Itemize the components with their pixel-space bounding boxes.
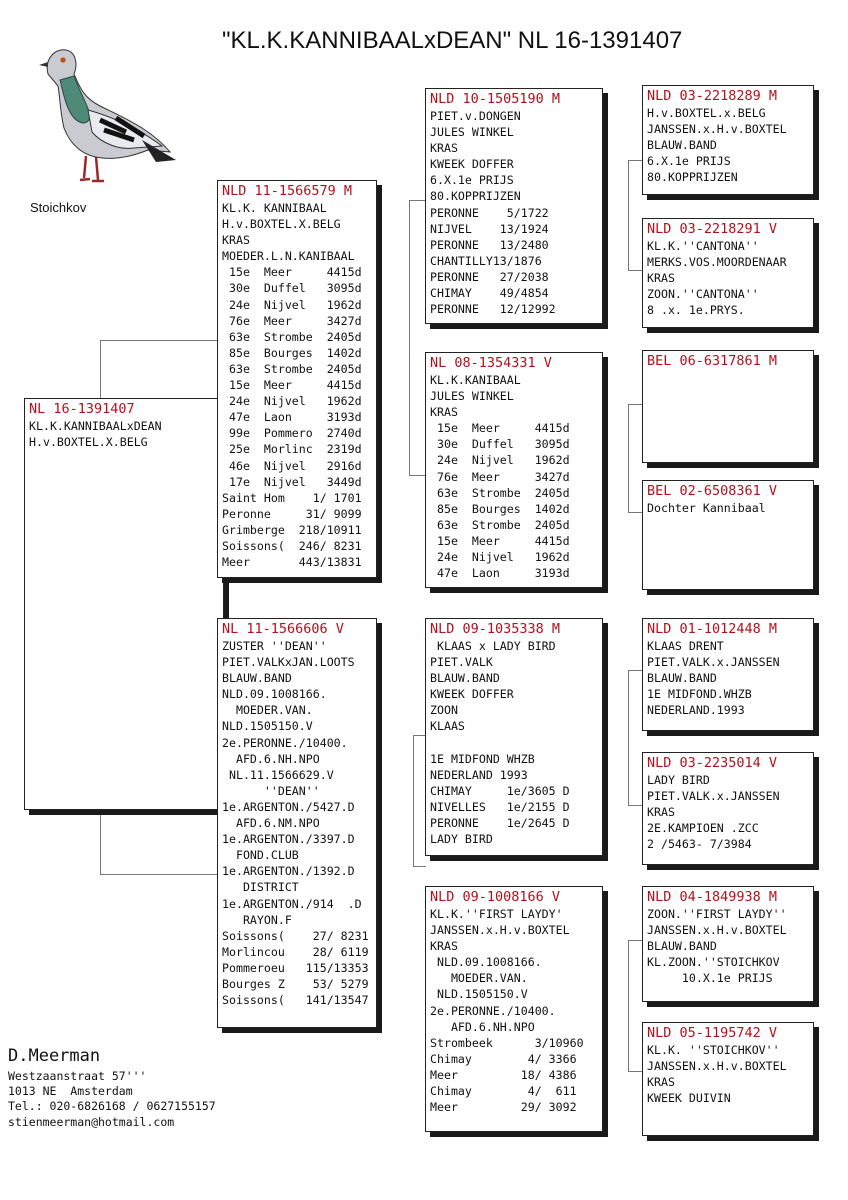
dam-dam-dam-card[interactable] (642, 1022, 814, 1136)
sss-ring-number: NLD 03-2218289 M (647, 88, 778, 104)
sire-dam-line: 85e Bourges 1402d (430, 501, 570, 516)
dam-dam-line: NLD.1505150.V (430, 987, 528, 1002)
dam-line: NL.11.1566629.V (222, 767, 334, 782)
sds-ring-number: BEL 06-6317861 M (647, 353, 778, 369)
dam-line: ZUSTER ''DEAN'' (222, 639, 327, 653)
dam-line: AFD.6.NH.NPO (222, 751, 320, 766)
sire-line: 25e Morlinc 2319d (222, 442, 362, 457)
dam-sire-line: NIVELLES 1e/2155 D (430, 799, 570, 814)
sire-line: 46e Nijvel 2916d (222, 458, 362, 473)
dam-sire-ring-number: NLD 09-1035338 M (430, 621, 561, 637)
sire-sire-line: CHIMAY 49/4854 (430, 286, 549, 301)
sire-dam-line: 30e Duffel 3095d (430, 437, 570, 452)
dam-sire-line: CHIMAY 1e/3605 D (430, 783, 570, 798)
sire-dam-dam-card[interactable] (642, 480, 814, 590)
sire-sire-line: PERONNE 27/2038 (430, 269, 549, 284)
bird-label: Stoichkov (30, 200, 87, 215)
dds-line: JANSSEN.x.H.v.BOXTEL (647, 923, 787, 938)
dam-line: FOND.CLUB (222, 848, 299, 863)
sire-sire-line: NIJVEL 13/1924 (430, 221, 549, 236)
dam-line: 1e.ARGENTON./914 .D (222, 896, 362, 911)
sire-sire-line: JULES WINKEL (430, 125, 514, 140)
dam-line: NLD.09.1008166. (222, 687, 327, 702)
sire-dam-line: KL.K.KANIBAAL (430, 373, 521, 387)
sire-sire-line: PERONNE 13/2480 (430, 237, 549, 252)
dsd-line: KRAS (647, 805, 675, 820)
sire-dam-sire-card[interactable] (642, 350, 814, 463)
breeder-address: Westzaanstraat 57''' (8, 1069, 147, 1083)
dam-line: 1e.ARGENTON./3397.D (222, 832, 355, 847)
dss-line: 1E MIDFOND.WHZB (647, 687, 752, 702)
dss-ring-number: NLD 01-1012448 M (647, 621, 778, 637)
sire-line: KL.K. KANNIBAAL (222, 201, 327, 215)
sire-line: 85e Bourges 1402d (222, 345, 362, 360)
sire-dam-ring-number: NL 08-1354331 V (430, 355, 552, 371)
subject-pigeon-card[interactable] (24, 398, 224, 810)
connector-dd-parents (628, 940, 643, 1072)
ssd-line: KL.K.''CANTONA'' (647, 239, 759, 253)
dss-line: BLAUW.BAND (647, 671, 717, 686)
sire-line: 99e Pommero 2740d (222, 426, 362, 441)
dam-sire-line: KWEEK DOFFER (430, 687, 514, 702)
dam-line: RAYON.F (222, 912, 292, 927)
dam-dam-line: Chimay 4/ 3366 (430, 1051, 577, 1066)
dam-sire-line: NEDERLAND 1993 (430, 767, 528, 782)
breeder-email[interactable]: stienmeerman@hotmail.com (8, 1114, 175, 1129)
sire-ring-number: NLD 11-1566579 M (222, 183, 353, 199)
dam-dam-line: NLD.09.1008166. (430, 955, 542, 970)
sire-line: MOEDER.L.N.KANIBAAL (222, 249, 355, 264)
connector-ds-parents (628, 670, 643, 806)
dds-line: BLAUW.BAND (647, 939, 717, 954)
ddd-line: KWEEK DUIVIN (647, 1091, 731, 1106)
sire-dam-line: 47e Laon 3193d (430, 566, 570, 581)
breeder-city: 1013 NE Amsterdam (8, 1084, 133, 1099)
dss-line: PIET.VALK.x.JANSSEN (647, 655, 780, 670)
sire-line: 76e Meer 3427d (222, 313, 362, 328)
sire-line: 24e Nijvel 1962d (222, 394, 362, 409)
dam-line: ''DEAN'' (222, 783, 320, 798)
breeder-name: D.Meerman (8, 1046, 101, 1066)
dam-line: PIET.VALKxJAN.LOOTS (222, 655, 355, 670)
dam-line: MOEDER.VAN. (222, 703, 313, 718)
pigeon-illustration (30, 40, 180, 190)
dam-line: BLAUW.BAND (222, 671, 292, 686)
sire-line: 15e Meer 4415d (222, 265, 362, 280)
dam-dam-line: MOEDER.VAN. (430, 971, 528, 986)
ssd-line: KRAS (647, 271, 675, 286)
dam-line: Bourges Z 53/ 5279 (222, 976, 369, 991)
sire-dam-line: 15e Meer 4415d (430, 533, 570, 548)
ddd-line: JANSSEN.x.H.v.BOXTEL (647, 1059, 787, 1074)
dam-sire-line: KLAAS (430, 719, 465, 734)
dam-sire-line: 1E MIDFOND WHZB (430, 751, 535, 766)
dam-dam-line: Strombeek 3/10960 (430, 1035, 584, 1050)
sss-line: H.v.BOXTEL.x.BELG (647, 106, 766, 120)
sire-dam-line: 76e Meer 3427d (430, 469, 570, 484)
dsd-line: 2E.KAMPIOEN .ZCC (647, 821, 759, 836)
ssd-line: MERKS.VOS.MOORDENAAR (647, 255, 787, 270)
sire-line: 63e Strombe 2405d (222, 329, 362, 344)
dam-sire-line: LADY BIRD (430, 832, 493, 847)
dam-sire-line: PIET.VALK (430, 655, 493, 670)
breeder-phone: Tel.: 020-6826168 / 0627155157 (8, 1099, 216, 1114)
dsd-line: 2 /5463- 7/3984 (647, 837, 752, 852)
dam-sire-line (430, 735, 598, 751)
sire-sire-line: CHANTILLY13/1876 (430, 253, 542, 268)
subject-ring-number: NL 16-1391407 (29, 401, 135, 417)
dsd-line: LADY BIRD (647, 773, 710, 787)
sire-dam-line: 15e Meer 4415d (430, 421, 570, 436)
ddd-ring-number: NLD 05-1195742 V (647, 1025, 778, 1041)
sire-line: Meer 443/13831 (222, 555, 362, 570)
breeder-contact (8, 1043, 216, 1130)
dds-line: ZOON.''FIRST LAYDY'' (647, 907, 787, 921)
subject-line: KL.K.KANNIBAALxDEAN (29, 419, 162, 433)
sire-line: KRAS (222, 233, 250, 248)
dam-line: Pommeroeu 115/13353 (222, 960, 369, 975)
sire-sire-sire-card[interactable] (642, 85, 814, 195)
sss-line: JANSSEN.x.H.v.BOXTEL (647, 122, 787, 137)
dam-sire-line: PERONNE 1e/2645 D (430, 816, 570, 831)
connector-sire-parents (409, 200, 426, 476)
sire-card[interactable] (217, 180, 377, 578)
sire-sire-line: PERONNE 5/1722 (430, 205, 549, 220)
sire-sire-line: 6.X.1e PRIJS (430, 173, 514, 188)
sire-sire-ring-number: NLD 10-1505190 M (430, 91, 561, 107)
ddd-line: KL.K. ''STOICHKOV'' (647, 1043, 780, 1057)
sire-line: Saint Hom 1/ 1701 (222, 490, 362, 505)
sire-sire-dam-card[interactable] (642, 218, 814, 328)
sss-line: 80.KOPPRIJZEN (647, 170, 738, 185)
dam-dam-line: KL.K.''FIRST LAYDY' (430, 907, 563, 921)
dam-line: Morlincou 28/ 6119 (222, 944, 369, 959)
sire-line: 47e Laon 3193d (222, 410, 362, 425)
dam-sire-line: ZOON (430, 703, 458, 718)
sire-line: 30e Duffel 3095d (222, 281, 362, 296)
sire-line: 24e Nijvel 1962d (222, 297, 362, 312)
sire-line: H.v.BOXTEL.X.BELG (222, 217, 341, 232)
sire-dam-line: 24e Nijvel 1962d (430, 453, 570, 468)
sss-line: BLAUW.BAND (647, 138, 717, 153)
dam-sire-line: BLAUW.BAND (430, 671, 500, 686)
sire-sire-line: PIET.v.DONGEN (430, 109, 521, 123)
ssd-ring-number: NLD 03-2218291 V (647, 221, 778, 237)
dam-dam-line: AFD.6.NH.NPO (430, 1019, 535, 1034)
dam-dam-card[interactable] (425, 886, 603, 1132)
subject-line: H.v.BOXTEL.X.BELG (29, 435, 148, 450)
ssd-line: 8 .x. 1e.PRYS. (647, 303, 745, 318)
ddd-line: KRAS (647, 1075, 675, 1090)
connector-sd-parents (628, 404, 643, 513)
dam-card[interactable] (217, 618, 377, 1028)
dam-line: AFD.6.NM.NPO (222, 816, 320, 831)
sire-line: Soissons( 246/ 8231 (222, 538, 362, 553)
dam-dam-line: 2e.PERONNE./10400. (430, 1003, 556, 1018)
dam-line: 1e.ARGENTON./1392.D (222, 864, 355, 879)
sire-sire-line: KWEEK DOFFER (430, 157, 514, 172)
dds-line: 10.X.1e PRIJS (647, 971, 773, 986)
dam-dam-sire-card[interactable] (642, 886, 814, 1002)
dsd-ring-number: NLD 03-2235014 V (647, 755, 778, 771)
dam-sire-line: KLAAS x LADY BIRD (430, 639, 556, 653)
sire-sire-line: KRAS (430, 141, 458, 156)
sire-line: Peronne 31/ 9099 (222, 506, 362, 521)
dam-line: Soissons( 141/13547 (222, 993, 369, 1008)
connector-ss-parents (628, 160, 643, 271)
sss-line: 6.X.1e PRIJS (647, 154, 731, 169)
dam-sire-card[interactable] (425, 618, 603, 856)
dam-dam-ring-number: NLD 09-1008166 V (430, 889, 561, 905)
sire-line: 15e Meer 4415d (222, 378, 362, 393)
sire-sire-card[interactable] (425, 88, 603, 324)
sire-line: 17e Nijvel 3449d (222, 474, 362, 489)
page-title: "KL.K.KANNIBAALxDEAN" NL 16-1391407 (222, 27, 683, 54)
sdd-ring-number: BEL 02-6508361 V (647, 483, 778, 499)
dam-dam-line: JANSSEN.x.H.v.BOXTEL (430, 923, 570, 938)
sire-dam-card[interactable] (425, 352, 603, 588)
sire-sire-line: 80.KOPPRIJZEN (430, 189, 521, 204)
sdd-line: Dochter Kannibaal (647, 501, 766, 515)
dsd-line: PIET.VALK.x.JANSSEN (647, 789, 780, 804)
sire-dam-line: 24e Nijvel 1962d (430, 550, 570, 565)
dam-line: 1e.ARGENTON./5427.D (222, 799, 355, 814)
sire-dam-line: 63e Strombe 2405d (430, 517, 570, 532)
dam-dam-line: Meer 18/ 4386 (430, 1067, 577, 1082)
sire-line: Grimberge 218/10911 (222, 522, 362, 537)
sire-dam-line: KRAS (430, 405, 458, 420)
dam-dam-line: Meer 29/ 3092 (430, 1100, 577, 1115)
dam-line: DISTRICT (222, 880, 299, 895)
ssd-line: ZOON.''CANTONA'' (647, 287, 759, 302)
sire-line: 63e Strombe 2405d (222, 361, 362, 376)
dam-line: 2e.PERONNE./10400. (222, 735, 348, 750)
dam-line: Soissons( 27/ 8231 (222, 928, 369, 943)
dam-sire-dam-card[interactable] (642, 752, 814, 865)
dam-ring-number: NL 11-1566606 V (222, 621, 344, 637)
dss-line: KLAAS DRENT (647, 639, 724, 653)
sire-sire-line: PERONNE 12/12992 (430, 302, 556, 317)
dam-dam-line: Chimay 4/ 611 (430, 1084, 577, 1099)
dam-sire-sire-card[interactable] (642, 618, 814, 731)
dds-line: KL.ZOON.''STOICHKOV (647, 955, 780, 970)
dss-line: NEDERLAND.1993 (647, 703, 745, 718)
dds-ring-number: NLD 04-1849938 M (647, 889, 778, 905)
dam-dam-line: KRAS (430, 939, 458, 954)
dam-line: NLD.1505150.V (222, 719, 313, 734)
sire-dam-line: 63e Strombe 2405d (430, 485, 570, 500)
sire-dam-line: JULES WINKEL (430, 389, 514, 404)
